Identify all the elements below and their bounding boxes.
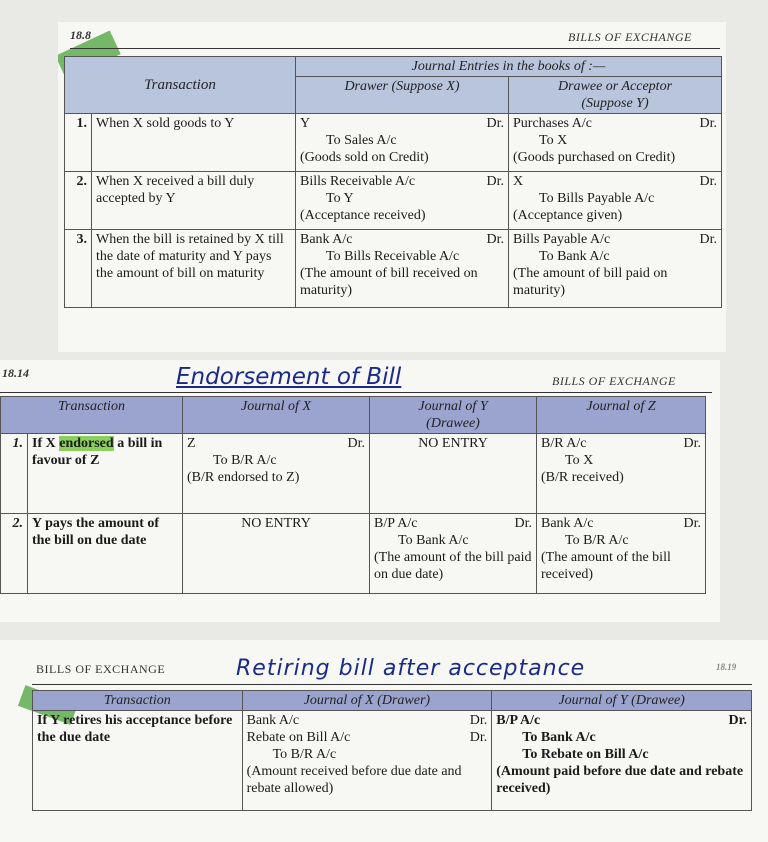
drawer-entry: Dr. Y To Sales A/c (Goods sold on Credit): [296, 114, 509, 172]
transaction-cell: When X received a bill duly accepted by Y: [92, 172, 296, 230]
header-journal-group: Journal Entries in the books of :—: [296, 57, 722, 77]
handwritten-title: Endorsement of Bill: [176, 364, 402, 390]
row-number: 2.: [1, 514, 28, 594]
running-head: BILLS OF EXCHANGE: [36, 662, 166, 676]
row-number: 2.: [65, 172, 92, 230]
table-row: [1, 434, 706, 514]
header-transaction: Transaction: [33, 691, 243, 711]
header-journal-y: Journal of Y (Drawee): [492, 691, 752, 711]
journal-entries-table: [64, 56, 722, 308]
table-row: [65, 230, 722, 308]
header-journal-x: Journal of X (Drawer): [242, 691, 492, 711]
table-row: [1, 514, 706, 594]
journal-z-entry: Dr. Bank A/c To B/R A/c (The amount of the bill received): [537, 514, 706, 594]
section-2-clip: [0, 360, 720, 622]
row-number: 1.: [65, 114, 92, 172]
journal-y-entry: Dr. B/P A/c To Bank A/c To Rebate on Bill A/c (Amount paid before due date and rebate received): [492, 711, 752, 811]
retiring-bill-table: [32, 690, 752, 811]
running-head: BILLS OF EXCHANGE: [568, 30, 692, 44]
highlighted-word: endorsed: [59, 436, 114, 451]
row-number: 3.: [65, 230, 92, 308]
journal-y-entry: Dr. B/P A/c To Bank A/c (The amount of the bill paid on due date): [370, 514, 537, 594]
transaction-cell: Y pays the amount of the bill on due date: [28, 514, 183, 594]
table-row: [65, 114, 722, 172]
header-rule: [0, 392, 712, 393]
transaction-cell: If Y retires his acceptance before the due date: [33, 711, 243, 811]
running-head: BILLS OF EXCHANGE: [552, 374, 676, 388]
header-rule: [32, 684, 752, 685]
handwritten-title: Retiring bill after acceptance: [236, 656, 586, 681]
header-drawer: Drawer (Suppose X): [296, 77, 509, 114]
header-journal-z: Journal of Z: [537, 397, 706, 434]
drawee-entry: Dr. Bills Payable A/c To Bank A/c (The amount of bill paid on maturity): [509, 230, 722, 308]
journal-x-entry: Dr. Z To B/R A/c (B/R endorsed to Z): [183, 434, 370, 514]
section-3-clip: [0, 640, 768, 842]
drawer-entry: Dr. Bank A/c To Bills Receivable A/c (The amount of bill received on maturity): [296, 230, 509, 308]
journal-y-entry: NO ENTRY: [370, 434, 537, 514]
header-drawee: Drawee or Acceptor (Suppose Y): [509, 77, 722, 114]
page-number: 18.8: [70, 28, 91, 42]
table-row: [33, 711, 752, 811]
header-journal-x: Journal of X: [183, 397, 370, 434]
section-1-clip: [58, 22, 726, 352]
drawer-entry: Dr. Bills Receivable A/c To Y (Acceptance received): [296, 172, 509, 230]
journal-z-entry: Dr. B/R A/c To X (B/R received): [537, 434, 706, 514]
page-number: 18.19: [716, 662, 737, 672]
drawee-entry: Dr. Purchases A/c To X (Goods purchased on Credit): [509, 114, 722, 172]
row-number: 1.: [1, 434, 28, 514]
header-rule: [70, 48, 720, 49]
page-number: 18.14: [2, 366, 29, 380]
endorsement-table: [0, 396, 706, 594]
transaction-cell: When the bill is retained by X till the date of maturity and Y pays the amount of bill on maturity: [92, 230, 296, 308]
header-transaction: Transaction: [65, 57, 296, 114]
header-journal-y: Journal of Y (Drawee): [370, 397, 537, 434]
journal-x-entry: NO ENTRY: [183, 514, 370, 594]
transaction-cell: When X sold goods to Y: [92, 114, 296, 172]
table-row: [65, 172, 722, 230]
header-transaction: Transaction: [1, 397, 183, 434]
transaction-cell: If X endorsed a bill in favour of Z: [28, 434, 183, 514]
drawee-entry: Dr. X To Bills Payable A/c (Acceptance given): [509, 172, 722, 230]
journal-x-entry: Dr. Bank A/c Dr. Rebate on Bill A/c To B/R A/c (Amount received before due date and rebate allowed): [242, 711, 492, 811]
